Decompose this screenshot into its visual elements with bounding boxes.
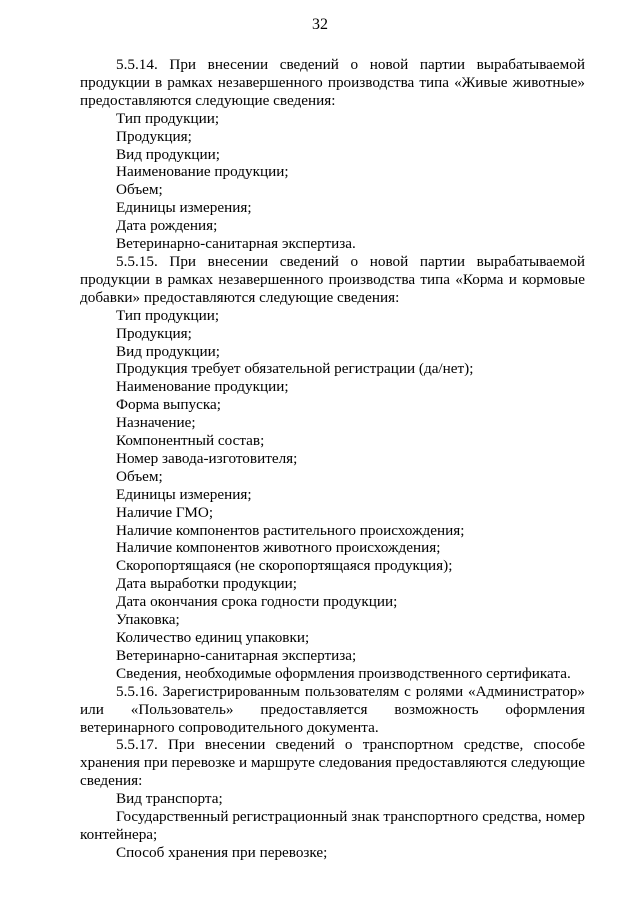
list-item: Вид продукции; — [116, 145, 220, 163]
list-item: Объем; — [116, 467, 163, 485]
paragraph-5-5-17: 5.5.17. При внесении сведений о транспортном средстве, способе хранения при перевозке и маршруте следования предоставляются следующие сведения: — [80, 736, 585, 790]
list-item: Тип продукции; — [116, 306, 220, 324]
list-item: Способ хранения при перевозке; — [116, 843, 328, 861]
list-item: Наименование продукции; — [116, 378, 289, 396]
list-item: Объем; — [116, 181, 163, 199]
list-item: Назначение; — [116, 414, 196, 432]
list-item: Наличие ГМО; — [116, 503, 214, 521]
list-item: Вид транспорта; — [116, 790, 223, 808]
document-body — [80, 56, 585, 862]
list-item: Наличие компонентов растительного происхождения; — [116, 521, 465, 539]
list-item: Дата выработки продукции; — [116, 575, 298, 593]
paragraph-5-5-16: 5.5.16. Зарегистрированным пользователям с ролями «Администратор» или «Пользователь» предоставляется возможность оформления ветеринарного сопроводительного документа. — [80, 682, 585, 736]
paragraph-5-5-14: 5.5.14. При внесении сведений о новой партии вырабатываемой продукции в рамках незавершенного производства типа «Живые животные» предоставляются следующие сведения: — [80, 56, 585, 109]
list-item: Количество единиц упаковки; — [116, 629, 310, 646]
list-item: Номер завода-изготовителя; — [116, 449, 298, 467]
paragraph-5-5-15: 5.5.15. При внесении сведений о новой партии вырабатываемой продукции в рамках незавершенного производства типа «Корма и кормовые добавки» предоставляются следующие сведения: — [80, 252, 585, 306]
list-item: Тип продукции; — [116, 109, 220, 127]
list-item: Единицы измерения; — [116, 199, 252, 217]
list-item: Ветеринарно-санитарная экспертиза. — [116, 235, 356, 253]
list-item: Упаковка; — [116, 611, 180, 629]
page-number: 32 — [312, 16, 328, 33]
list-item: Продукция требует обязательной регистрации (да/нет); — [116, 360, 474, 378]
list-item: Форма выпуска; — [116, 396, 221, 414]
list-item: Продукция; — [116, 127, 192, 145]
list-item: Вид продукции; — [116, 342, 220, 360]
list-item: Скоропортящаяся (не скоропортящаяся продукция); — [116, 557, 453, 575]
list-item: Государственный регистрационный знак транспортного средства, номер контейнера; — [80, 808, 585, 843]
list-item: Дата рождения; — [116, 217, 218, 235]
list-item: Ветеринарно-санитарная экспертиза; — [116, 646, 357, 664]
list-item: Продукция; — [116, 324, 192, 342]
list-item: Наименование продукции; — [116, 163, 289, 181]
list-item: Компонентный состав; — [116, 432, 265, 450]
list-item: Сведения, необходимые оформления производственного сертификата. — [116, 664, 571, 682]
list-item: Единицы измерения; — [116, 485, 252, 503]
list-item: Наличие компонентов животного происхождения; — [116, 539, 441, 557]
list-item: Дата окончания срока годности продукции; — [116, 593, 398, 611]
